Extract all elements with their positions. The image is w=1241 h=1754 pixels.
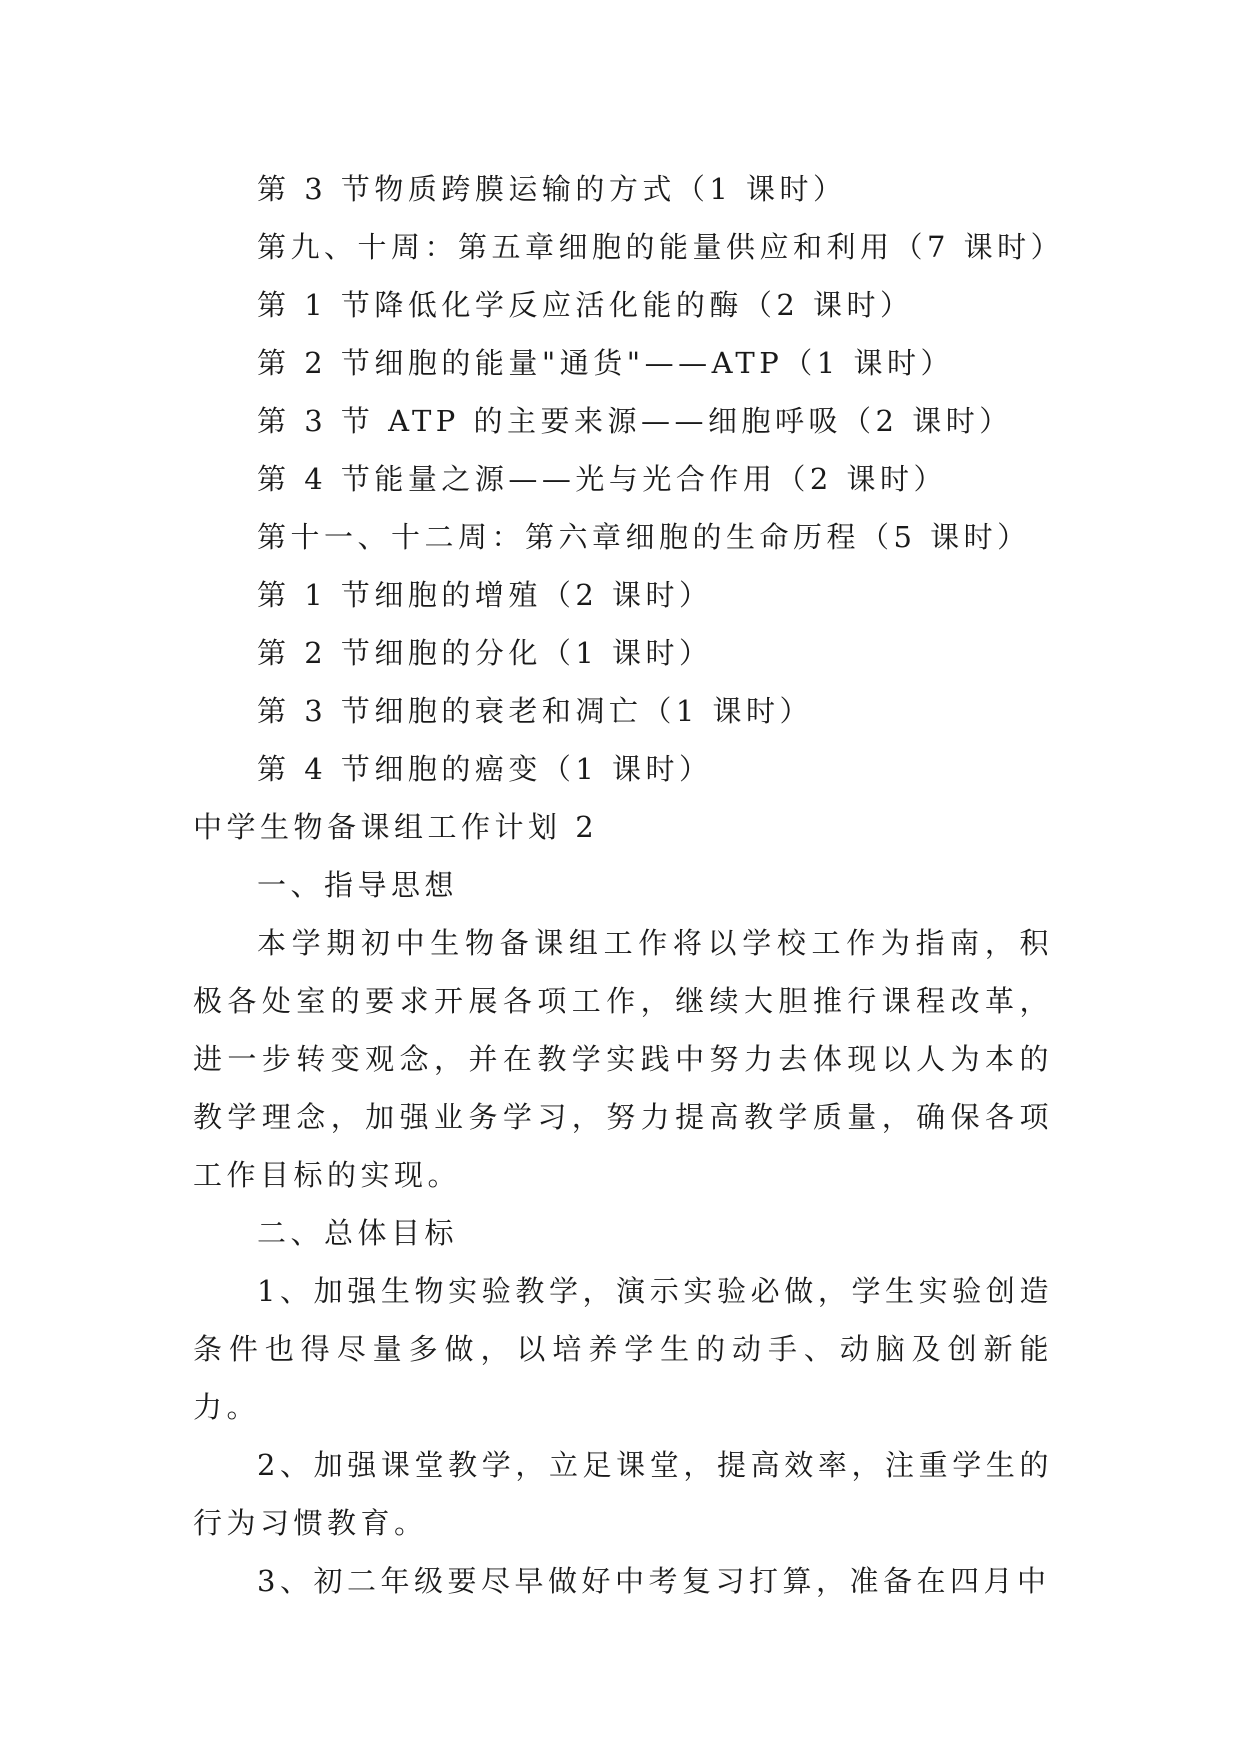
schedule-line: 第 4 节能量之源——光与光合作用（2 课时） [257,462,948,496]
section-title-guiding-ideology: 一、指导思想 [257,868,459,902]
schedule-line: 第十一、十二周：第六章细胞的生命历程（5 课时） [257,520,1031,554]
document-body [193,160,1065,1610]
schedule-line: 第 3 节细胞的衰老和凋亡（1 课时） [257,694,814,728]
document-heading: 中学生物备课组工作计划 2 [193,810,599,844]
schedule-line: 第 2 节细胞的分化（1 课时） [257,636,713,670]
schedule-line: 第 1 节降低化学反应活化能的酶（2 课时） [257,288,914,322]
guiding-ideology-paragraph: 本学期初中生物备课组工作将以学校工作为指南，积极各处室的要求开展各项工作，继续大胆推行课程改革，进一步转变观念，并在教学实践中努力去体现以人为本的教学理念，加强业务学习，努力提高教学质量，确保各项工作目标的实现。 [193,926,1053,1192]
schedule-line: 第 3 节 ATP 的主要来源——细胞呼吸（2 课时） [257,404,1013,438]
schedule-line: 第 4 节细胞的癌变（1 课时） [257,752,713,786]
section-title-overall-goals: 二、总体目标 [257,1216,459,1250]
schedule-line: 第 3 节物质跨膜运输的方式（1 课时） [257,172,847,206]
schedule-line: 第 1 节细胞的增殖（2 课时） [257,578,713,612]
schedule-line: 第 2 节细胞的能量"通货"——ATP（1 课时） [257,346,954,380]
goal-paragraph: 1、加强生物实验教学，演示实验必做，学生实验创造条件也得尽量多做，以培养学生的动手、动脑及创新能力。 [193,1274,1053,1424]
goal-paragraph: 3、初二年级要尽早做好中考复习打算，准备在四月中 [257,1564,1051,1598]
schedule-line: 第九、十周：第五章细胞的能量供应和利用（7 课时） [257,230,1065,264]
goal-paragraph: 2、加强课堂教学，立足课堂，提高效率，注重学生的行为习惯教育。 [193,1448,1053,1540]
